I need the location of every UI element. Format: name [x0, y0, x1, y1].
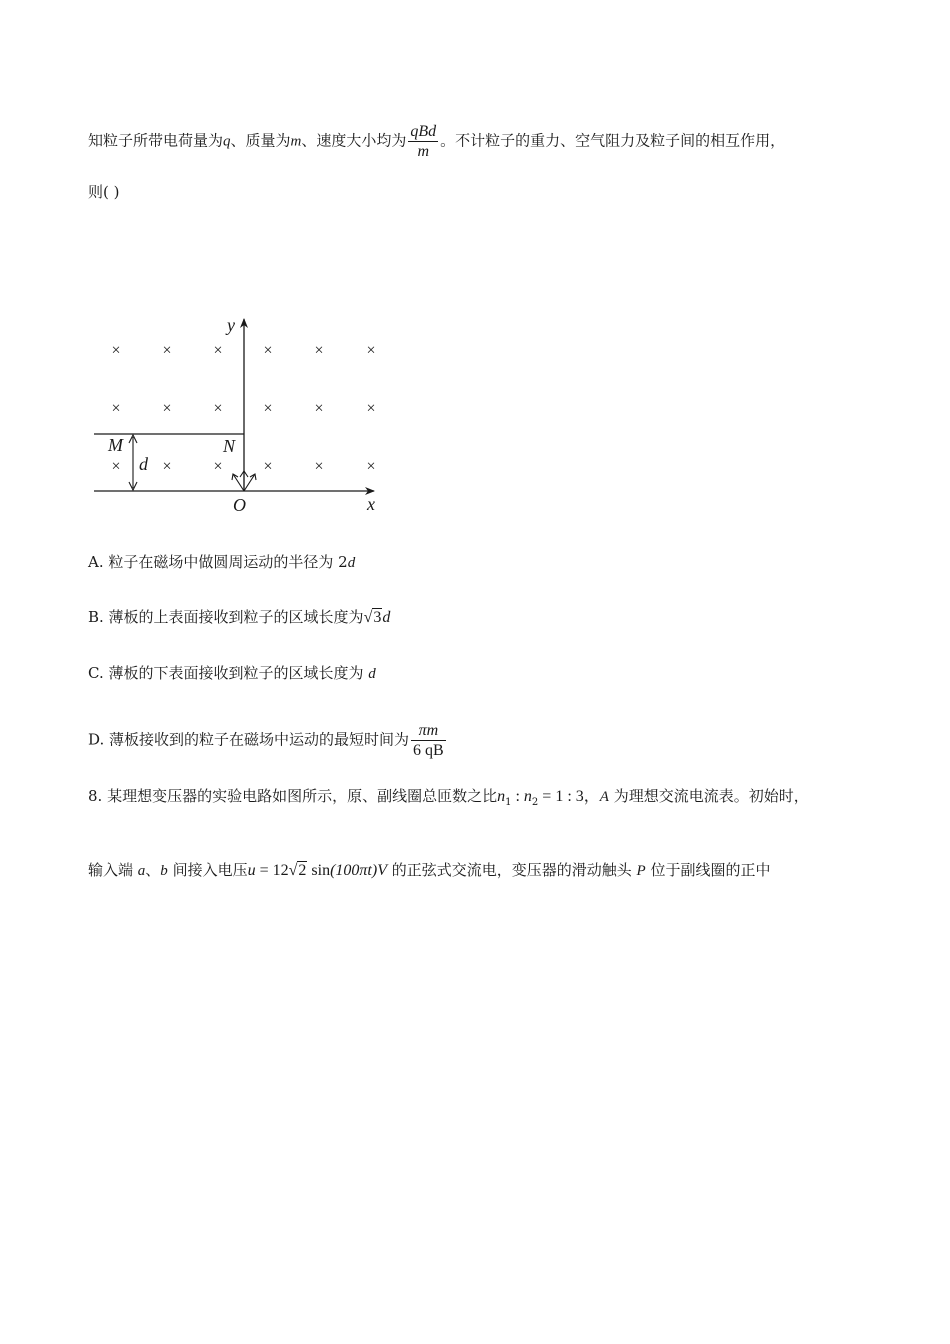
- var-u: u: [247, 862, 256, 879]
- option-b-text: B. 薄板的上表面接收到粒子的区域长度为: [88, 608, 364, 626]
- sub-1: 1: [505, 797, 512, 808]
- option-d: [88, 721, 448, 760]
- field-cross: ×: [263, 342, 273, 359]
- label-y: y: [227, 315, 235, 335]
- q8-text-3: 输入端: [88, 861, 138, 879]
- field-cross: ×: [366, 342, 376, 359]
- option-a: [88, 551, 355, 574]
- option-d-numerator: πm: [411, 721, 446, 741]
- field-cross: ×: [263, 400, 273, 417]
- intro-line-1: [88, 122, 785, 161]
- q8-text-6: 位于副线圈的正中: [645, 861, 771, 879]
- q8-text-2: 为理想交流电流表。初始时，: [608, 787, 809, 805]
- voltage-sqrt: √2: [288, 862, 307, 879]
- particle-velocity-arrows: [232, 471, 256, 491]
- label-N: N: [223, 436, 236, 456]
- option-c: [88, 662, 376, 685]
- label-M: M: [108, 435, 123, 455]
- field-cross: ×: [111, 458, 121, 475]
- q8-line-1: [88, 785, 809, 814]
- var-n1: n: [497, 788, 506, 805]
- field-cross: ×: [162, 458, 172, 475]
- field-cross: ×: [162, 342, 172, 359]
- field-cross: ×: [111, 342, 121, 359]
- var-n2: n: [523, 788, 532, 805]
- field-cross: ×: [263, 458, 273, 475]
- intro-text-1: 知粒子所带电荷量为: [88, 131, 224, 150]
- ratio-colon: :: [511, 788, 524, 805]
- q8-line-2: [88, 859, 770, 882]
- field-cross: ×: [314, 342, 324, 359]
- var-a: a: [137, 863, 146, 879]
- option-d-denominator: 6 qB: [413, 742, 444, 759]
- var-q: q: [223, 133, 231, 150]
- sin-func: sin: [307, 862, 331, 879]
- var-b: b: [160, 863, 168, 879]
- speed-numerator: qBd: [410, 123, 437, 140]
- var-P: P: [636, 863, 646, 879]
- field-cross: ×: [366, 400, 376, 417]
- magnetic-field-figure: [88, 312, 398, 518]
- field-cross: ×: [314, 458, 324, 475]
- q8-text-1: 8. 某理想变压器的实验电路如图所示，原、副线圈总匝数之比: [88, 787, 498, 805]
- label-origin: O: [233, 495, 246, 515]
- intro-text-3: 、速度大小均为: [301, 131, 407, 150]
- intro-text-4: 。不计粒子的重力、空气阻力及粒子间的相互作用，: [440, 131, 786, 150]
- option-d-text: D. 薄板接收到的粒子在磁场中运动的最短时间为: [88, 730, 410, 749]
- option-c-var: d: [368, 666, 376, 682]
- ratio-value: = 1 : 3，: [538, 788, 600, 805]
- sub-2: 2: [531, 797, 539, 808]
- label-x: x: [367, 494, 375, 514]
- unit-V: V: [377, 862, 387, 879]
- voltage-amplitude: = 12: [255, 862, 289, 879]
- option-a-text: A. 粒子在磁场中做圆周运动的半径为 2: [88, 553, 348, 571]
- field-cross: ×: [111, 400, 121, 417]
- sin-argument: (100πt): [330, 862, 378, 879]
- intro-text-2: 、质量为: [230, 131, 291, 150]
- voltage-radicand: 2: [298, 862, 307, 879]
- speed-fraction: [408, 122, 438, 161]
- intro-line-2: [88, 181, 119, 203]
- q8-sep: 、: [145, 861, 161, 879]
- field-cross: ×: [366, 458, 376, 475]
- option-b: [88, 606, 390, 629]
- option-b-sqrt: √3: [363, 609, 382, 626]
- q8-text-4: 间接入电压: [167, 861, 248, 879]
- option-b-radicand: 3: [373, 609, 382, 626]
- var-ammeter: A: [599, 789, 609, 805]
- q8-text-5: 的正弦式交流电，变压器的滑动触头: [386, 861, 637, 879]
- option-c-text: C. 薄板的下表面接收到粒子的区域长度为: [88, 664, 369, 682]
- speed-denominator: m: [417, 143, 430, 160]
- field-cross: ×: [213, 458, 223, 475]
- field-cross: ×: [162, 400, 172, 417]
- field-cross: ×: [213, 342, 223, 359]
- label-d: d: [139, 454, 148, 474]
- option-b-var: d: [382, 609, 391, 626]
- answer-blank: 则( ): [88, 183, 120, 201]
- var-m: m: [290, 133, 302, 150]
- field-cross: ×: [314, 400, 324, 417]
- option-d-fraction: [411, 721, 446, 760]
- field-cross: ×: [213, 400, 223, 417]
- option-a-var: d: [347, 555, 356, 571]
